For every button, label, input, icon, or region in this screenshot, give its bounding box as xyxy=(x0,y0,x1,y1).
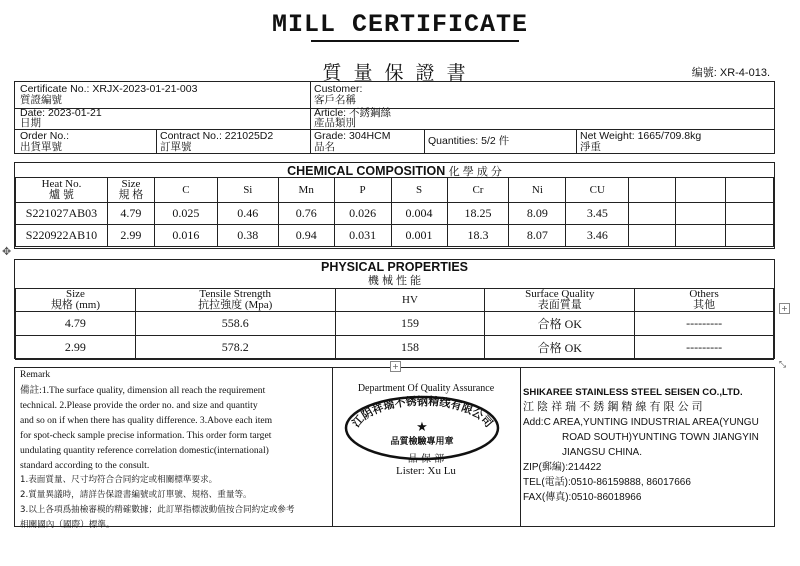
title-underline xyxy=(311,40,519,42)
table-cell: 0.94 xyxy=(278,225,334,247)
stamp-sub: 品質檢驗專用章 xyxy=(390,437,454,447)
remark-line: 相關國內（國際）標準。 xyxy=(20,520,115,530)
table-cell: 8.09 xyxy=(509,203,566,225)
header-en: Others xyxy=(689,288,719,300)
order-no: Order No.: xyxy=(20,130,70,142)
company-name: SHIKAREE STAINLESS STEEL SEISEN CO.,LTD. xyxy=(523,387,743,398)
chemical-header-cell xyxy=(154,178,217,203)
table-cell: 2.99 xyxy=(16,336,136,360)
chemical-header-cell xyxy=(217,178,278,203)
table-cell: 3.46 xyxy=(566,225,629,247)
company-address-2: ROAD SOUTH)YUNTING TOWN JIANGYIN xyxy=(562,432,759,443)
table-row xyxy=(16,203,774,225)
net-weight-cn: 淨重 xyxy=(580,141,601,153)
header-en: Mn xyxy=(298,183,314,196)
chemical-table xyxy=(15,177,774,247)
header-en: Cr xyxy=(472,183,484,196)
table-cell: 558.6 xyxy=(135,312,335,336)
table-cell: 合格 OK xyxy=(485,312,635,336)
customer-cn: 客戶名稱 xyxy=(314,94,356,106)
grade: Grade: 304HCM xyxy=(314,130,391,142)
header-en: Size xyxy=(65,288,85,300)
info-box xyxy=(14,81,775,154)
net-weight: Net Weight: 1665/709.8kg xyxy=(580,130,702,142)
table-cell: 0.016 xyxy=(154,225,217,247)
company-fax: FAX(傳真):0510-86018966 xyxy=(523,492,642,503)
chemical-header-cell xyxy=(107,178,154,203)
company-block xyxy=(523,385,775,505)
table-cell: 4.79 xyxy=(107,203,154,225)
table-resize-handle[interactable]: ⤡ xyxy=(778,360,787,370)
table-cell: 578.2 xyxy=(135,336,335,360)
company-name-cn: 江 陰 祥 瑞 不 銹 鋼 精 線 有 限 公 司 xyxy=(523,401,703,413)
table-cell: 0.46 xyxy=(217,203,278,225)
certificate-no-cn: 質證編號 xyxy=(20,94,62,106)
table-row xyxy=(16,225,774,247)
table-cell: 0.76 xyxy=(278,203,334,225)
qa-department: Department Of Quality Assurance xyxy=(357,383,495,394)
remark-line: undulating quantity reference correlation domestic(international) xyxy=(20,445,269,456)
remark-line: 備註:1.The surface quality, dimension all reach the requirement xyxy=(20,385,266,396)
header-en: Heat No. xyxy=(41,178,82,190)
physical-header-cell xyxy=(135,289,335,312)
remark-line: technical. 2.Please provide the order no. and size and quantity xyxy=(20,400,258,411)
quantities: Quantities: 5/2 件 xyxy=(428,135,510,147)
table-cell: 158 xyxy=(335,336,485,360)
document-number: 编號: XR-4-013. xyxy=(691,67,770,79)
chemical-title: CHEMICAL COMPOSITION 化 學 成 分 xyxy=(287,164,502,178)
header-en: Tensile Strength xyxy=(199,288,272,300)
table-cell xyxy=(629,225,676,247)
table-row xyxy=(16,312,774,336)
remark-line: standard according to the consult. xyxy=(20,460,150,471)
article: Article: 不銹鋼絲 xyxy=(314,107,392,119)
header-en: P xyxy=(359,183,366,196)
contract-no-cn: 訂單號 xyxy=(160,141,192,153)
chemical-header-cell xyxy=(726,178,774,203)
table-cell xyxy=(676,203,726,225)
company-address-3: JIANGSU CHINA. xyxy=(562,447,643,458)
table-cell xyxy=(629,203,676,225)
document-title: MILL CERTIFICATE xyxy=(271,10,529,39)
chemical-header-cell xyxy=(447,178,509,203)
remark-line: for spot-check sample precise information. This order form target xyxy=(20,430,272,441)
header-en: Surface Quality xyxy=(525,288,595,300)
lister: Lister: Xu Lu xyxy=(396,465,456,477)
order-no-cn: 出貨單號 xyxy=(20,141,62,153)
physical-title: PHYSICAL PROPERTIES 機 械 性 能 xyxy=(320,260,469,287)
table-cell: 3.45 xyxy=(566,203,629,225)
table-cell xyxy=(726,203,774,225)
table-cell: 18.3 xyxy=(447,225,509,247)
table-cell: 合格 OK xyxy=(485,336,635,360)
chemical-header-cell xyxy=(391,178,447,203)
add-column-handle[interactable]: + xyxy=(779,303,790,314)
chemical-header-cell xyxy=(278,178,334,203)
table-cell: 2.99 xyxy=(107,225,154,247)
chemical-header-cell xyxy=(629,178,676,203)
stamp-text: 江阴祥瑞不锈钢精线有限公司 xyxy=(349,394,496,430)
table-cell: 0.025 xyxy=(154,203,217,225)
table-cell: S221027AB03 xyxy=(16,203,108,225)
company-zip: ZIP(郵編):214422 xyxy=(523,462,602,473)
header-cn: 爐 號 xyxy=(49,189,74,201)
header-cn: 規 格 xyxy=(118,189,144,201)
table-cell xyxy=(676,225,726,247)
header-en: C xyxy=(182,183,190,196)
header-en: HV xyxy=(402,293,418,306)
company-address-1: Add:C AREA,YUNTING INDUSTRIAL AREA(YUNGU xyxy=(523,417,759,428)
table-cell: 4.79 xyxy=(16,312,136,336)
table-cell: --------- xyxy=(635,336,774,360)
table-cell: 0.031 xyxy=(334,225,391,247)
remark-line: 3.以上各項爲抽檢審模的精確數據；此訂單指標波動值按合同約定或參考 xyxy=(20,505,295,515)
table-cell: S220922AB10 xyxy=(16,225,108,247)
chemical-header-cell xyxy=(334,178,391,203)
chemical-header-cell xyxy=(676,178,726,203)
date-cn: 日期 xyxy=(20,117,41,129)
date: Date: 2023-01-21 xyxy=(20,107,102,119)
chemical-header-cell xyxy=(16,178,108,203)
table-cell: --------- xyxy=(635,312,774,336)
table-cell: 0.004 xyxy=(391,203,447,225)
remark-label: Remark xyxy=(20,370,51,380)
physical-header-cell xyxy=(485,289,635,312)
physical-header-cell xyxy=(635,289,774,312)
header-cn: 抗拉強度 (Mpa) xyxy=(198,299,273,311)
header-cn: 規格 (mm) xyxy=(50,299,101,311)
chemical-header-cell xyxy=(509,178,566,203)
table-cell: 18.25 xyxy=(447,203,509,225)
add-row-handle[interactable]: + xyxy=(390,361,401,372)
document-subtitle: 質量保證書 xyxy=(322,62,478,84)
table-move-handle[interactable]: ✥ xyxy=(2,245,12,258)
certificate-no: Certificate No.: XRJX-2023-01-21-003 xyxy=(20,83,198,95)
table-cell: 159 xyxy=(335,312,485,336)
table-cell: 0.001 xyxy=(391,225,447,247)
company-tel: TEL(電話):0510-86159888, 86017666 xyxy=(523,477,691,488)
remark-line: 2.質量異議時，請詳告保證書編號或訂單號、規格、重量等。 xyxy=(20,490,252,500)
grade-cn: 品名 xyxy=(314,141,335,153)
physical-header-cell xyxy=(16,289,136,312)
remark-line: 1.表面質量、尺寸均符合合同約定或相關標準要求。 xyxy=(20,475,218,485)
table-cell: 0.38 xyxy=(217,225,278,247)
article-cn: 產品類別 xyxy=(314,117,356,129)
header-en: Ni xyxy=(531,183,543,196)
table-cell xyxy=(726,225,774,247)
header-cn: 表面質量 xyxy=(537,299,582,311)
remark-line: and so on if when there has quality difference. 3.Above each item xyxy=(20,415,273,426)
table-cell: 0.026 xyxy=(334,203,391,225)
contract-no: Contract No.: 221025D2 xyxy=(160,130,274,142)
table-row xyxy=(16,336,774,360)
header-en: CU xyxy=(589,183,605,196)
svg-text:★: ★ xyxy=(416,420,428,435)
qa-department-cn: 品 保 部 xyxy=(407,454,445,465)
physical-table xyxy=(15,288,774,360)
header-en: S xyxy=(415,183,423,196)
physical-header-cell xyxy=(335,289,485,312)
customer: Customer: xyxy=(314,83,363,95)
header-cn: 其他 xyxy=(693,299,716,311)
remark-block xyxy=(20,368,328,533)
header-en: Si xyxy=(243,183,253,196)
table-cell: 8.07 xyxy=(509,225,566,247)
header-en: Size xyxy=(121,178,141,190)
chemical-header-cell xyxy=(566,178,629,203)
